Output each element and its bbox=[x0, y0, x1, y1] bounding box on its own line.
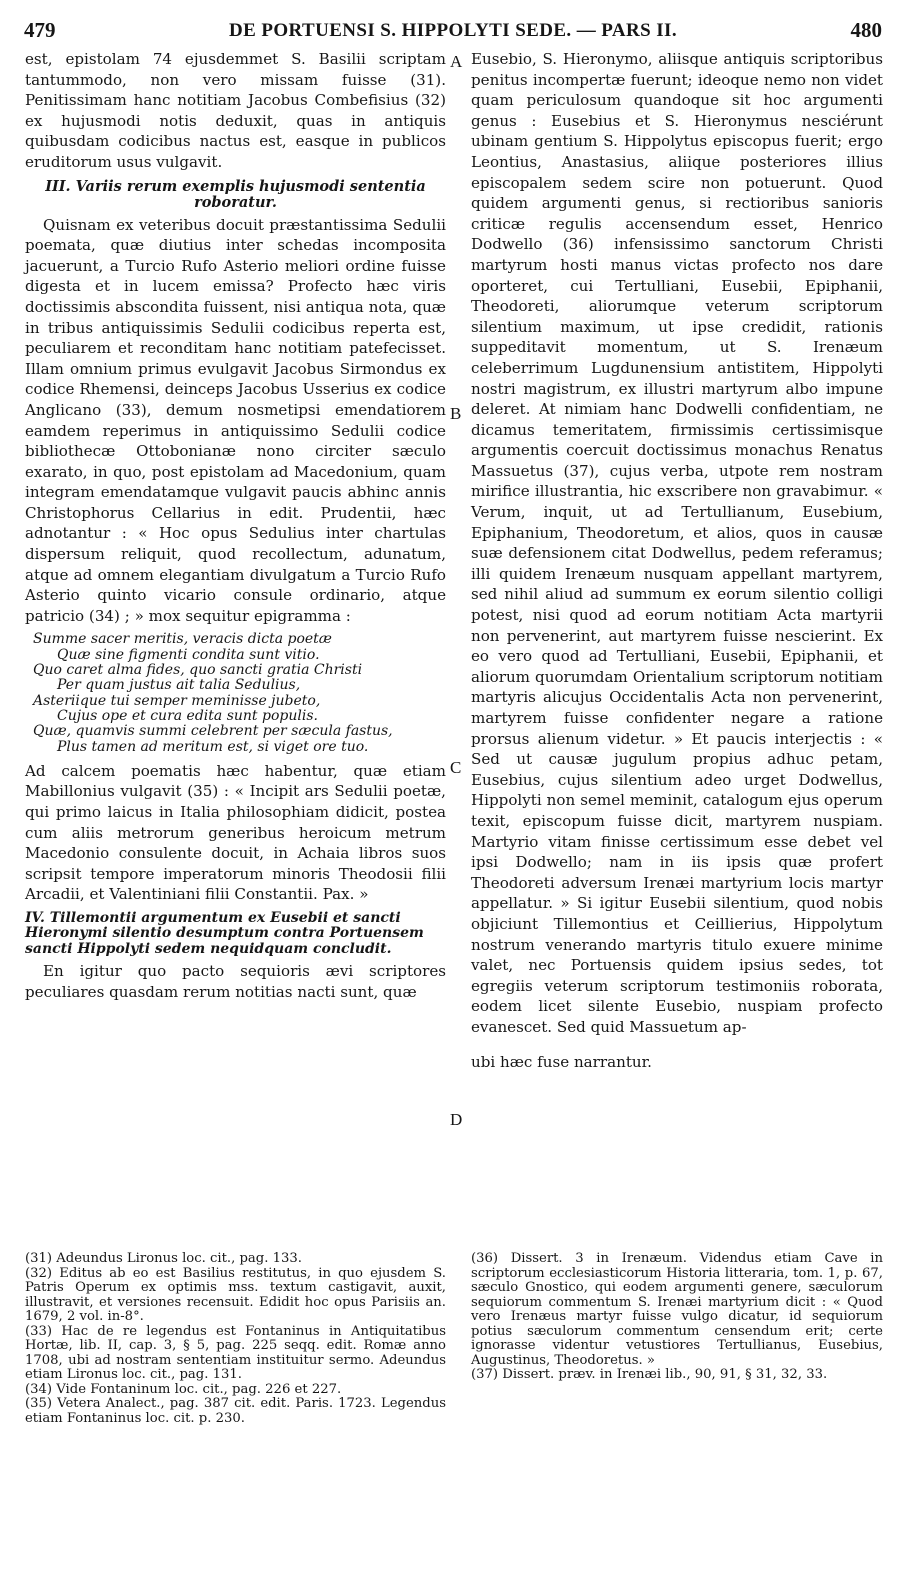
paragraph: ubi hæc fuse narrantur. bbox=[471, 1052, 652, 1071]
verse-line: Quæ, quamvis summi celebrent per sæcula fastus, bbox=[33, 723, 393, 740]
paragraph: Ad calcem poematis hæc habentur, quæ etiam Mabillonius vulgavit (35) : « Incipit ars Sedulii poetæ, qui primo laicus in Italia philosophiam didicit, postea cum aliis metrorum generibus heroicum metrum Macedonio consulente docuit, in Achaia libros suos scripsit tempore imperatorum minoris Theodosii filii Arcadii, et Valentiniani filii Constantii. Pax. » bbox=[25, 761, 446, 904]
paragraph: Quisnam ex veteribus docuit præstantissima Sedulii poemata, quæ diutius inter schedas incomposita jacuerunt, a Turcio Rufo Asterio meliori ordine fuisse digesta et in lucem emissa? Profecto hæc viris doctissimis abscondita fuissent, nisi antiqua nota, quæ in tribus antiquissimis Sedulii codicibus reperta est, peculiarem et reconditam hanc notitiam patefecisset. Illam omnium primus evulgavit Jacobus Sirmondus ex codice Rhemensi, deinceps Jacobus Usserius ex codice Anglicano (33), demum nosmetipsi emendatiorem eamdem reperimus in antiquissimo Sedulii codice bibliothecæ Ottobonianæ nono circiter sæculo exarato, in quo, post epistolam ad Macedonium, quam integram emendatamque vulgavit paucis abhinc annis Christophorus Cellarius in edit. Prudentii, hæc adnotantur : « Hoc opus Sedulius inter chartulas dispersum reliquit, quod recollectum, adunatum, atque ad omnem elegantiam divulgatum a Turcio Rufo Asterio quinto vicario consule ordinario, atque patricio (34) ; » mox sequitur epigramma : bbox=[25, 215, 446, 625]
paragraph: Eusebio, S. Hieronymo, aliisque antiquis scriptoribus penitus incompertæ fuerunt; ideoque nemo non videt quam periculosum quandoque sit hoc argumenti genus : Eusebius et S. Hieronymus nesciérunt ubinam gentium S. Hippolytus episcopus fuerit; ergo Leontius, Anastasius, aliique posteriores illius episcopalem sedem scire non potuerunt. Quod quidem argumenti genus, si rectioribus sanioris criticæ regulis accensendum esset, Henrico Dodwello (36) infensissimo sanctorum Christi martyrum hosti manus victas profecto nos dare oporteret, cui Tertulliani, Eusebii, Epiphanii, Theodoreti, aliorumque veterum scriptorum silentium maximum, ut ipse credidit, rationis suppeditavit momentum, ut S. Irenæum celeberrimum Lugdunensium antistitem, Hippolyti nostri magistrum, ex illustri martyrum albo impune deleret. At nimiam hanc Dodwelli confidentiam, ne dicamus temeritatem, firmissimis certissimisque argumentis coercuit doctissimus monachus Renatus Massuetus (37), cujus verba, utpote rem nostram mirifice illustrantia, hic exscribere non gravabimur. « Verum, inquit, ut ad Tertullianum, Eusebium, Epiphanium, Theodoretum, et alios, quos in causæ suæ defensionem citat Dodwellus, pedem referamus; illi quidem Irenæum nusquam appellant martyrem, sed nihil aliud ad summum ex eorum silentio colligi potest, nisi quod ad eorum notitiam Acta martyrii non pervenerint, aut martyrem fuisse nescierint. Ex eo vero quod ad Tertulliani, Eusebii, Epiphanii, et aliorum quorumdam Orientalium scriptorum notitiam martyris alicujus Occidentalis Acta non pervenerint, martyrem fuisse confidenter negare a ratione prorsus alienum videtur. » Et paucis interjectis : « Sed ut causæ jugulum propius adhuc petam, Eusebius, cujus silentium adeo urget Dodwellus, Hippolyti non semel meminit, catalogum ejus operum texit, episcopum fuisse dicit, martyrem nuspiam. Martyrio vitam finisse certissimum esse debet vel ipsi Dodwello; nam in iis ipsis quæ profert Theodoreti adversum Irenæi martyrium locis martyr appellatur. » Si igitur Eusebii silentium, quod nobis objiciunt Tillemontius et Ceillierius, Hippolytum nostrum venerando martyris titulo exuere minime valet, nec Portuensis quidem ipsius sedes, tot egregiis veterum scriptorum testimoniis roborata, eodem licet silente Eusebio, nuspiam profecto evanescet. Sed quid Massuetum ap- bbox=[471, 50, 883, 1036]
margin-letter-d: D bbox=[450, 1110, 463, 1129]
footnote: (33) Hac de re legendus est Fontaninus in Antiquitatibus Hortæ, lib. II, cap. 3, § 5, pag. 225 seqq. edit. Romæ anno 1708, ubi ad nostram sententiam instituitur sermo. Adeundus etiam Lironus loc. cit., pag. 131. bbox=[25, 1323, 446, 1382]
verse-line: Cujus ope et cura edita sunt populis. bbox=[57, 707, 318, 724]
verse-line: Quo caret alma fides, quo sancti gratia Christi bbox=[33, 662, 363, 679]
paragraph: En igitur quo pacto sequioris ævi scriptores peculiares quasdam rerum notitias nacti sunt, quæ bbox=[25, 962, 446, 1002]
running-header bbox=[24, 18, 882, 44]
verse-line: Quæ sine figmenti condita sunt vitio. bbox=[57, 646, 320, 663]
verse-line: Asteriique tui semper meminisse jubeto, bbox=[33, 692, 321, 709]
margin-letter-b: B bbox=[450, 404, 462, 423]
margin-letter-a: A bbox=[450, 52, 463, 71]
footnote: (37) Dissert. præv. in Irenæi lib., 90, 91, § 31, 32, 33. bbox=[471, 1367, 828, 1382]
running-title: DE PORTUENSI S. HIPPOLYTI SEDE. — PARS II. bbox=[229, 20, 677, 41]
verse-line: Per quam justus ait talia Sedulius, bbox=[57, 677, 301, 694]
verse-line: Plus tamen ad meritum est, si viget ore tuo. bbox=[57, 738, 369, 755]
footnote: (31) Adeundus Lironus loc. cit., pag. 133. bbox=[25, 1251, 302, 1266]
footnote: (34) Vide Fontaninum loc. cit., pag. 226 et 227. bbox=[25, 1381, 342, 1397]
epigram bbox=[33, 632, 446, 754]
section-heading: IV. Tillemontii argumentum ex Eusebii et sancti Hieronymi silentio desumptum contra Portuensem sancti Hippolyti sedem nequidquam concludit. bbox=[25, 909, 424, 957]
page-number-left: 479 bbox=[24, 18, 56, 42]
footnote: (36) Dissert. 3 in Irenæum. Videndus etiam Cave in scriptorum ecclesiasticorum Historia litteraria, tom. 1, p. 67, sæculo Gnostico, qui eodem argumenti genere, sæculorum sequiorum commentum S. Irenæi martyrium dicit : « Quod vero Irenæus martyr fuisse vulgo dicatur, id sequiorum potius sæculorum commentum censendum erit; certe ignorasse videntur vetustiores Tertullianus, Eusebius, Augustinus, Theodoretus. » bbox=[471, 1251, 883, 1368]
footnotes-left bbox=[25, 1252, 446, 1426]
verse-line: Summe sacer meritis, veracis dicta poetæ bbox=[33, 631, 332, 648]
page-number-right: 480 bbox=[850, 18, 882, 42]
right-column bbox=[471, 49, 883, 1074]
left-column bbox=[25, 49, 446, 1005]
margin-letter-c: C bbox=[450, 758, 462, 777]
footnote: (32) Editus ab eo est Basilius restitutus, in quo ejusdem S. Patris Operum ex optimis mss. textum castigavit, auxit, illustravit, et versiones recensuit. Edidit hoc opus Parisiis an. 1679, 2 vol. in-8°. bbox=[25, 1265, 446, 1324]
section-heading: III. Variis rerum exemplis hujusmodi sententia roboratur. bbox=[45, 177, 426, 211]
footnote: (35) Vetera Analect., pag. 387 cit. edit. Paris. 1723. Legendus etiam Fontaninus loc. cit. p. 230. bbox=[25, 1396, 446, 1426]
paragraph: est, epistolam 74 ejusdemmet S. Basilii scriptam tantummodo, non vero missam fuisse (31). Penitissimam hanc notitiam Jacobus Combefisius (32) ex hujusmodi notis deduxit, quas in antiquis quibusdam codicibus nactus est, easque in publicos eruditorum usus vulgavit. bbox=[25, 50, 446, 171]
footnotes-right bbox=[471, 1252, 883, 1383]
